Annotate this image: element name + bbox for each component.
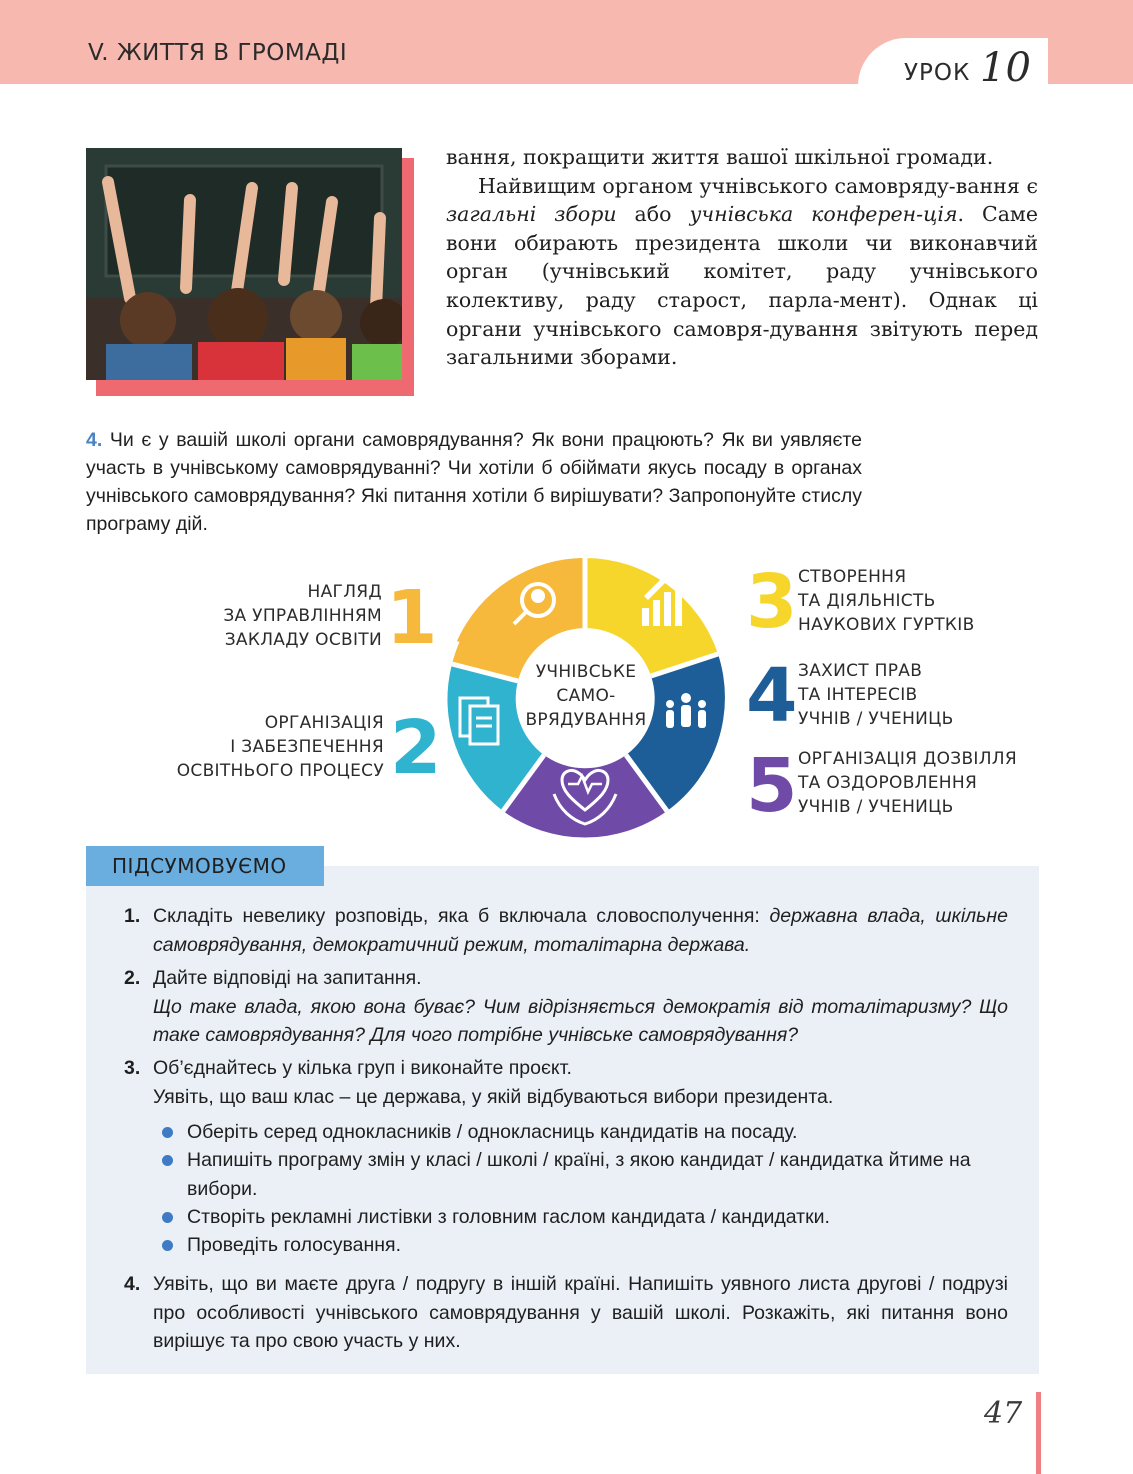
bullet-dot (162, 1127, 173, 1138)
question-text: Чи є у вашій школі органи самоврядування? Як вони працюють? Як ви уявляєте участь в учнівському самоврядуванні? Чи хотіли б обіймати якусь посаду в органах учнівського самоврядування? Які питання хотіли б вирішувати? Запропонуйте стислу програму дій. (86, 429, 862, 535)
task-text: Об’єднайтесь у кілька груп і виконайте проєкт. (153, 1057, 572, 1079)
bullet-item (162, 1203, 1008, 1232)
item-4-number: 4 (746, 653, 798, 739)
intro-text-part: або (616, 202, 690, 227)
item-4-line: ТА ІНТЕРЕСІВ (798, 685, 918, 705)
photo-image (86, 148, 402, 380)
summary-task-3 (124, 1054, 1008, 1111)
item-2-line: І ЗАБЕЗПЕЧЕННЯ (230, 737, 384, 757)
bullet-text: Напишіть програму змін у класі / школі / країні, з якою кандидат / кандидатка йтиме на вибори. (187, 1149, 971, 1200)
item-3-line: СТВОРЕННЯ (798, 567, 907, 587)
item-1-caption (170, 580, 382, 652)
bullet-text: Проведіть голосування. (187, 1234, 402, 1256)
task-italic: державна влада, шкільне самоврядування, демократичний режим, тоталітарна держава. (153, 905, 1008, 956)
task-body (153, 964, 1008, 1050)
intro-term-conference: учнівська конферен-ція (689, 202, 958, 227)
summary-label: ПІДСУМОВУЄМО (112, 854, 287, 878)
classroom-photo (86, 148, 416, 398)
task-body (153, 902, 1008, 959)
task-number: 4. (124, 1273, 141, 1295)
item-5-caption (798, 747, 1098, 819)
item-4-caption (798, 659, 1058, 731)
intro-text (446, 143, 1038, 372)
task-text: Складіть невелику розповідь, яка б включала словосполучення: (153, 905, 770, 927)
page-number: 47 (984, 1396, 1023, 1431)
task-number: 1. (124, 905, 141, 927)
item-1-line: ЗАКЛАДУ ОСВІТИ (224, 630, 382, 650)
question-number: 4. (86, 429, 103, 451)
task-body (153, 1054, 1008, 1111)
item-4-line: УЧНІВ / УЧЕНИЦЬ (798, 709, 954, 729)
self-government-diagram (430, 548, 740, 848)
chapter-title: V. ЖИТТЯ В ГРОМАДІ (88, 40, 348, 66)
center-line: ВРЯДУВАННЯ (525, 710, 647, 730)
bullet-item (162, 1231, 1008, 1260)
bullet-item (162, 1118, 1008, 1147)
item-3-number: 3 (746, 559, 798, 645)
raised-hands-illustration (86, 148, 402, 380)
item-1-line: НАГЛЯД (307, 582, 382, 602)
item-3-line: НАУКОВИХ ГУРТКІВ (798, 615, 975, 635)
item-2-number: 2 (390, 705, 442, 791)
item-2-line: ОРГАНІЗАЦІЯ (264, 713, 384, 733)
item-5-line: ТА ОЗДОРОВЛЕННЯ (798, 773, 978, 793)
center-line: УЧНІВСЬКЕ (535, 662, 637, 682)
item-5-line: УЧНІВ / УЧЕНИЦЬ (798, 797, 954, 817)
bullet-dot (162, 1212, 173, 1223)
page-accent-bar (1036, 1392, 1041, 1474)
summary-task-2 (124, 964, 1008, 1050)
task-body: Уявіть, що ви маєте друга / подругу в іншій країні. Напишіть уявного листа другові / подрузі про особливості учнівського самоврядування у вашій школі. Розкажіть, які питання воно вирішує та про свою участь у них. (153, 1273, 1008, 1352)
intro-text-part: Найвищим органом учнівського самовряду-вання є (478, 173, 1038, 198)
task-text: Уявіть, що ваш клас – це держава, у якій відбуваються вибори президента. (153, 1085, 834, 1108)
item-1-number: 1 (386, 575, 438, 661)
intro-term-general-assembly: загальні збори (446, 202, 617, 227)
bullet-dot (162, 1155, 173, 1166)
question-4 (86, 426, 862, 538)
bullet-dot (162, 1240, 173, 1251)
item-4-line: ЗАХИСТ ПРАВ (798, 661, 923, 681)
item-2-caption (140, 711, 384, 783)
intro-paragraph-2 (446, 172, 1038, 372)
lesson-number: 10 (980, 45, 1031, 91)
bullet-text: Створіть рекламні листівки з головним гаслом кандидата / кандидатки. (187, 1206, 830, 1228)
item-3-caption (798, 565, 1058, 637)
lesson-label: УРОК (904, 60, 971, 86)
task-italic: Що таке влада, якою вона буває? Чим відрізняється демократія від тоталітаризму? Що таке самоврядування? Для чого потрібне учнівське самоврядування? (153, 995, 1008, 1046)
item-1-line: ЗА УПРАВЛІННЯМ (223, 606, 382, 626)
summary-task-1 (124, 902, 1008, 959)
bullet-item (162, 1146, 1008, 1203)
item-2-line: ОСВІТНЬОГО ПРОЦЕСУ (176, 761, 384, 781)
item-5-number: 5 (746, 743, 798, 829)
task-text: Дайте відповіді на запитання. (153, 967, 422, 989)
intro-text-part: . Саме вони обирають президента школи чи виконавчий орган (учнівський комітет, раду учнівського колективу, раду старост, парла-мент). Однак ці органи учнівського самовря-дування звітують перед загальними зборами. (446, 202, 1038, 370)
bullet-text: Оберіть серед однокласників / однокласниць кандидатів на посаду. (187, 1121, 798, 1143)
center-line: САМО- (556, 686, 616, 706)
task-number: 2. (124, 967, 141, 989)
item-5-line: ОРГАНІЗАЦІЯ ДОЗВІЛЛЯ (798, 749, 1017, 769)
item-3-line: ТА ДІЯЛЬНІСТЬ (798, 591, 936, 611)
summary-task-4 (124, 1270, 1008, 1356)
diagram-center-label (522, 660, 650, 732)
intro-line1: вання, покращити життя вашої шкільної громади. (446, 145, 994, 169)
task-number: 3. (124, 1057, 141, 1079)
